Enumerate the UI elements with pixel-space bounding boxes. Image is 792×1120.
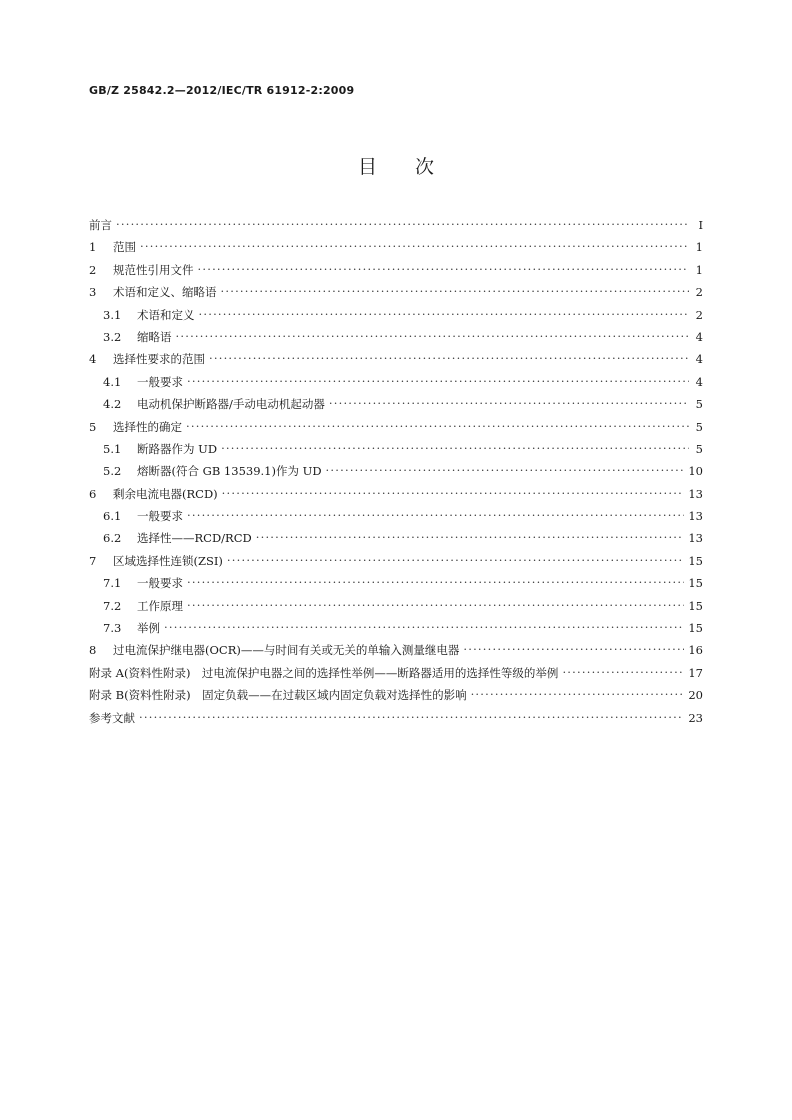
toc-entry-title: 电动机保护断路器/手动电动机起动器 xyxy=(137,397,325,412)
toc-entry-number: 1 xyxy=(89,240,97,255)
toc-dot-leader xyxy=(186,415,689,437)
toc-entry-number: 8 xyxy=(89,643,97,658)
toc-entry[interactable] xyxy=(89,259,703,281)
toc-entry[interactable] xyxy=(89,348,703,370)
toc-entry-page: 15 xyxy=(688,598,703,613)
toc-entry-title: 选择性——RCD/RCD xyxy=(137,531,252,546)
toc-entry[interactable] xyxy=(89,438,703,460)
toc-entry[interactable] xyxy=(89,281,703,303)
toc-dot-leader xyxy=(256,526,685,548)
toc-entry-title: 附录 A(资料性附录) 过电流保护电器之间的选择性举例——断路器适用的选择性等级的举例 xyxy=(89,665,559,680)
toc-entry-number: 4.1 xyxy=(103,374,122,389)
toc-entry[interactable] xyxy=(89,505,703,527)
toc-entry-number: 7.3 xyxy=(103,621,122,636)
toc-entry-page: 1 xyxy=(695,262,703,277)
toc-entry-page: 4 xyxy=(695,352,703,367)
toc-entry[interactable] xyxy=(89,371,703,393)
toc-dot-leader xyxy=(326,459,685,481)
toc-entry[interactable] xyxy=(89,550,703,572)
toc-entry-title: 选择性要求的范围 xyxy=(113,352,205,367)
toc-entry-number: 3.2 xyxy=(103,329,122,344)
toc-entry-title: 术语和定义 xyxy=(137,307,195,322)
toc-entry[interactable] xyxy=(89,684,703,706)
toc-entry-page: 16 xyxy=(688,643,703,658)
toc-entry-title: 一般要求 xyxy=(137,576,183,591)
toc-entry-page: 13 xyxy=(688,486,703,501)
toc-entry-title: 一般要求 xyxy=(137,374,183,389)
toc-entry-title: 术语和定义、缩略语 xyxy=(113,285,217,300)
toc-entry-page: Ⅰ xyxy=(698,218,703,232)
toc-entry[interactable] xyxy=(89,483,703,505)
toc-dot-leader xyxy=(222,482,685,504)
toc-entry-title: 缩略语 xyxy=(137,329,172,344)
toc-entry-title: 选择性的确定 xyxy=(113,419,182,434)
toc-entry-number: 4.2 xyxy=(103,397,122,412)
toc-entry-title: 断路器作为 UD xyxy=(137,441,218,456)
toc-dot-leader xyxy=(176,325,690,347)
toc-entry-number: 5 xyxy=(89,419,97,434)
toc-dot-leader xyxy=(139,706,684,728)
toc-dot-leader xyxy=(199,303,690,325)
toc-entry[interactable] xyxy=(89,460,703,482)
toc-dot-leader xyxy=(562,661,684,683)
toc-entry[interactable] xyxy=(89,707,703,729)
toc-entry[interactable] xyxy=(89,393,703,415)
toc-entry-title: 工作原理 xyxy=(137,598,183,613)
toc-entry-page: 10 xyxy=(688,464,703,479)
toc-dot-leader xyxy=(140,235,689,257)
toc-entry-page: 20 xyxy=(688,688,703,703)
toc-entry-number: 3 xyxy=(89,285,97,300)
toc-dot-leader xyxy=(116,213,689,235)
toc-entry[interactable] xyxy=(89,617,703,639)
toc-entry-number: 6 xyxy=(89,486,97,501)
toc-entry-page: 17 xyxy=(688,665,703,680)
toc-entry-number: 7 xyxy=(89,553,97,568)
toc-entry-title: 范围 xyxy=(113,240,136,255)
toc-entry[interactable] xyxy=(89,304,703,326)
toc-entry[interactable] xyxy=(89,662,703,684)
toc-entry-page: 5 xyxy=(695,419,703,434)
toc-entry-title: 附录 B(资料性附录) 固定负载——在过载区域内固定负载对选择性的影响 xyxy=(89,688,467,703)
toc-entry-page: 4 xyxy=(695,329,703,344)
toc-entry-number: 7.1 xyxy=(103,576,122,591)
toc-entry[interactable] xyxy=(89,527,703,549)
toc-entry-page: 5 xyxy=(695,397,703,412)
toc-entry[interactable] xyxy=(89,236,703,258)
toc-entry-title: 规范性引用文件 xyxy=(113,262,194,277)
toc-dot-leader xyxy=(164,616,684,638)
toc-entry-title: 区域选择性连锁(ZSI) xyxy=(113,553,223,568)
toc-entry-page: 15 xyxy=(688,553,703,568)
toc-entry-page: 23 xyxy=(688,710,703,725)
standard-number-header: GB/Z 25842.2—2012/IEC/TR 61912-2:2009 xyxy=(89,84,355,97)
toc-entry-title: 过电流保护继电器(OCR)——与时间有关或无关的单输入测量继电器 xyxy=(113,643,460,658)
toc-entry-title: 前言 xyxy=(89,218,112,232)
toc-dot-leader xyxy=(221,280,690,302)
toc-dot-leader xyxy=(471,683,685,705)
toc-dot-leader xyxy=(221,437,689,459)
toc-entry-number: 2 xyxy=(89,262,97,277)
toc-entry-number: 3.1 xyxy=(103,307,122,322)
page-title: 目次 xyxy=(357,156,472,178)
toc-dot-leader xyxy=(187,504,684,526)
toc-dot-leader xyxy=(198,258,690,280)
toc-dot-leader xyxy=(187,571,684,593)
toc-entry-title: 举例 xyxy=(137,621,160,636)
toc-entry[interactable] xyxy=(89,639,703,661)
toc-entry-page: 15 xyxy=(688,576,703,591)
toc-entry[interactable] xyxy=(89,416,703,438)
toc-dot-leader xyxy=(227,549,684,571)
toc-dot-leader xyxy=(463,638,684,660)
table-of-contents xyxy=(89,214,703,729)
toc-entry-number: 5.1 xyxy=(103,441,122,456)
toc-entry-page: 2 xyxy=(695,285,703,300)
toc-entry-number: 5.2 xyxy=(103,464,122,479)
toc-entry-page: 4 xyxy=(695,374,703,389)
toc-dot-leader xyxy=(187,370,689,392)
toc-entry-page: 13 xyxy=(688,509,703,524)
toc-entry[interactable] xyxy=(89,214,703,236)
toc-entry-page: 13 xyxy=(688,531,703,546)
toc-dot-leader xyxy=(329,392,689,414)
toc-entry-number: 7.2 xyxy=(103,598,122,613)
toc-entry[interactable] xyxy=(89,595,703,617)
toc-entry-page: 1 xyxy=(695,240,703,255)
toc-dot-leader xyxy=(209,347,689,369)
toc-entry[interactable] xyxy=(89,572,703,594)
toc-entry-number: 6.2 xyxy=(103,531,122,546)
toc-dot-leader xyxy=(187,594,684,616)
toc-entry-title: 熔断器(符合 GB 13539.1)作为 UD xyxy=(137,464,322,479)
toc-entry-title: 剩余电流电器(RCD) xyxy=(113,486,218,501)
toc-entry-page: 2 xyxy=(695,307,703,322)
toc-entry-page: 15 xyxy=(688,621,703,636)
toc-entry-page: 5 xyxy=(695,441,703,456)
toc-entry[interactable] xyxy=(89,326,703,348)
toc-entry-title: 一般要求 xyxy=(137,509,183,524)
toc-entry-number: 6.1 xyxy=(103,509,122,524)
toc-entry-title: 参考文献 xyxy=(89,710,135,725)
toc-entry-number: 4 xyxy=(89,352,97,367)
